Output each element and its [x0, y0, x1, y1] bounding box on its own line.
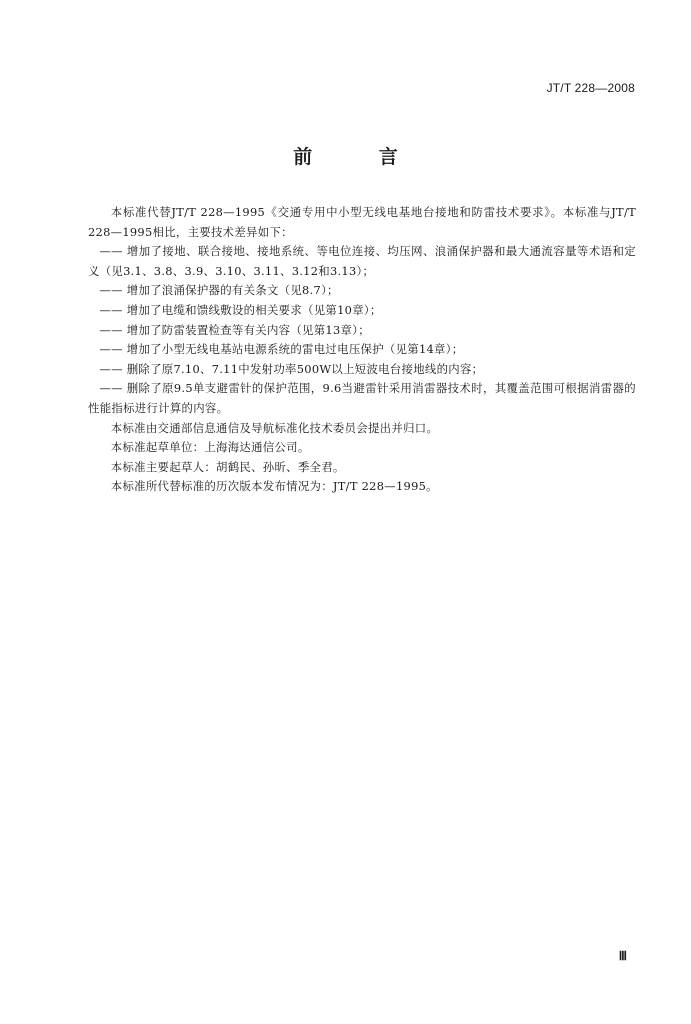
change-item: —— 增加了小型无线电基站电源系统的雷电过电压保护（见第14章）；: [99, 342, 464, 357]
change-item: —— 删除了原7.10、7.11中发射功率500W以上短波电台接地线的内容；: [99, 361, 484, 376]
page-number: Ⅲ: [618, 949, 627, 963]
proposer-paragraph: 本标准由交通部信息通信及导航标准化技术委员会提出并归口。: [110, 420, 439, 435]
change-item: —— 增加了接地、联合接地、接地系统、等电位连接、均压网、浪涌保护器和最大通流容量等术语和定义（见3.1、3.8、3.9、3.10、3.11、3.12和3.13）；: [88, 244, 636, 278]
standard-code: JT/T 228—2008: [546, 81, 635, 95]
foreword-body: [88, 203, 636, 497]
history-paragraph: 本标准所代替标准的历次版本发布情况为：JT/T 228—1995。: [110, 479, 438, 494]
change-item: —— 增加了浪涌保护器的有关条文（见8.7）；: [99, 283, 339, 298]
intro-paragraph: 本标准代替JT/T 228—1995《交通专用中小型无线电基地台接地和防雷技术要求》。本标准与JT/T 228—1995相比，主要技术差异如下：: [88, 205, 636, 239]
page-title: 前 言: [293, 146, 428, 168]
change-item: —— 增加了防雷装置检查等有关内容（见第13章）；: [99, 322, 370, 337]
drafters-paragraph: 本标准主要起草人：胡鹤民、孙昕、季全君。: [110, 459, 345, 474]
change-item: —— 增加了电缆和馈线敷设的相关要求（见第10章）；: [99, 302, 382, 317]
drafting-unit-paragraph: 本标准起草单位：上海海达通信公司。: [110, 440, 310, 455]
change-item: —— 删除了原9.5单支避雷针的保护范围，9.6当避雷针采用消雷器技术时，其覆盖范围可根据消雷器的性能指标进行计算的内容。: [88, 381, 636, 415]
